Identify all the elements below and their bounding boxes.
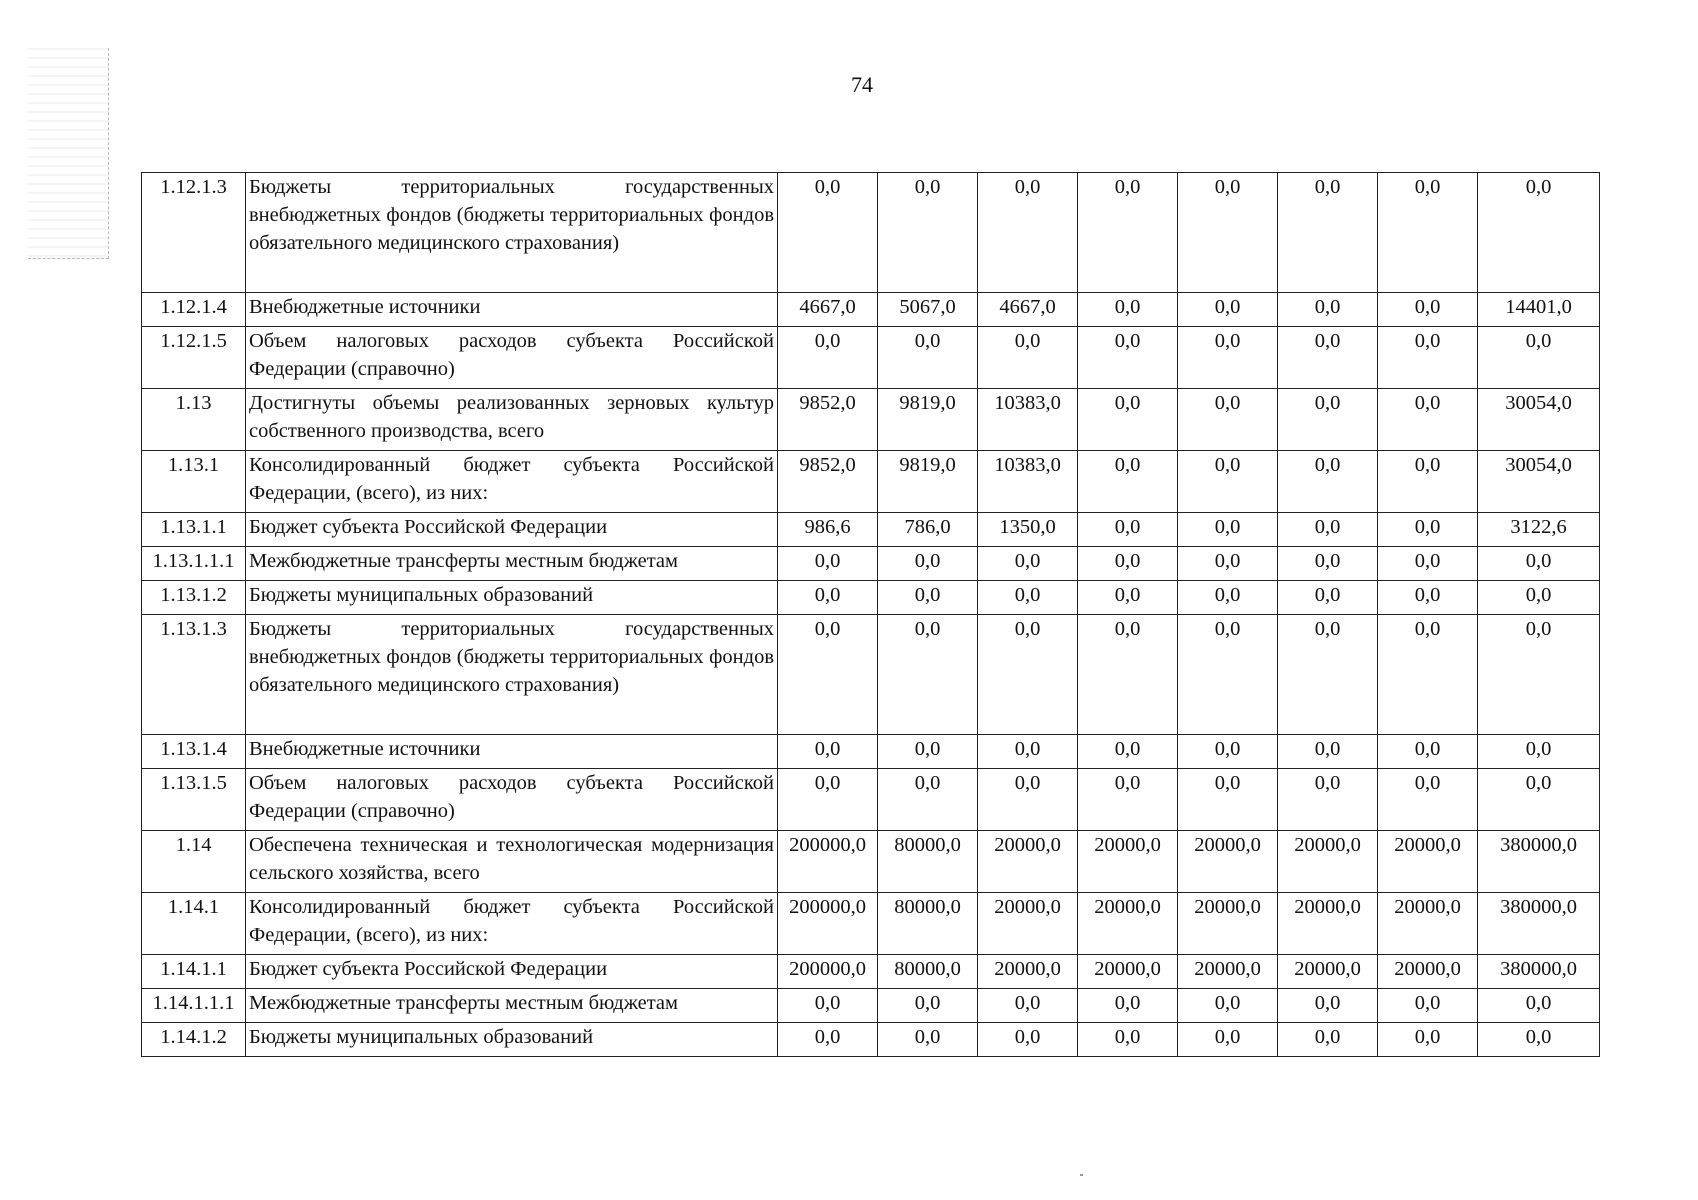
table-row <box>142 389 1600 451</box>
row-total-value: 0,0 <box>1478 735 1600 769</box>
row-total-value: 30054,0 <box>1478 451 1600 513</box>
scan-artifact-dot <box>1080 1174 1083 1176</box>
row-code: 1.14.1.2 <box>142 1023 246 1057</box>
row-description: Бюджеты территориальных государственных внебюджетных фондов (бюджеты территориальных фондов обязательного медицинского страхования) <box>246 615 778 735</box>
row-year-value: 20000,0 <box>978 955 1078 989</box>
row-year-value: 0,0 <box>1178 735 1278 769</box>
row-year-value: 0,0 <box>778 173 878 293</box>
row-year-value: 0,0 <box>1278 581 1378 615</box>
table-row <box>142 831 1600 893</box>
row-year-value: 0,0 <box>1178 293 1278 327</box>
row-code: 1.12.1.4 <box>142 293 246 327</box>
row-year-value: 0,0 <box>1378 735 1478 769</box>
row-year-value: 0,0 <box>978 327 1078 389</box>
row-code: 1.13.1 <box>142 451 246 513</box>
table-row <box>142 547 1600 581</box>
table-row <box>142 173 1600 293</box>
row-code: 1.13.1.1.1 <box>142 547 246 581</box>
row-year-value: 0,0 <box>1278 615 1378 735</box>
row-year-value: 80000,0 <box>878 831 978 893</box>
page-number: 74 <box>851 72 873 97</box>
row-year-value: 0,0 <box>1278 293 1378 327</box>
row-year-value: 0,0 <box>978 989 1078 1023</box>
row-year-value: 0,0 <box>1078 989 1178 1023</box>
row-total-value: 0,0 <box>1478 989 1600 1023</box>
row-total-value: 30054,0 <box>1478 389 1600 451</box>
row-year-value: 20000,0 <box>1378 831 1478 893</box>
row-total-value: 0,0 <box>1478 327 1600 389</box>
row-year-value: 0,0 <box>878 769 978 831</box>
row-total-value: 0,0 <box>1478 615 1600 735</box>
row-year-value: 0,0 <box>1078 327 1178 389</box>
row-year-value: 0,0 <box>778 989 878 1023</box>
row-year-value: 0,0 <box>1278 547 1378 581</box>
row-year-value: 9852,0 <box>778 451 878 513</box>
row-year-value: 20000,0 <box>1278 955 1378 989</box>
table-body <box>142 173 1600 1057</box>
row-description: Обеспечена техническая и технологическая модернизация сельского хозяйства, всего <box>246 831 778 893</box>
row-year-value: 0,0 <box>1378 173 1478 293</box>
row-total-value: 0,0 <box>1478 1023 1600 1057</box>
row-year-value: 80000,0 <box>878 955 978 989</box>
row-year-value: 0,0 <box>1378 581 1478 615</box>
table-row <box>142 989 1600 1023</box>
row-code: 1.13.1.4 <box>142 735 246 769</box>
row-year-value: 20000,0 <box>1178 955 1278 989</box>
row-code: 1.14.1.1.1 <box>142 989 246 1023</box>
row-year-value: 9852,0 <box>778 389 878 451</box>
row-year-value: 0,0 <box>1278 327 1378 389</box>
row-code: 1.13.1.2 <box>142 581 246 615</box>
row-total-value: 14401,0 <box>1478 293 1600 327</box>
row-year-value: 0,0 <box>1078 1023 1178 1057</box>
row-year-value: 20000,0 <box>1378 893 1478 955</box>
row-year-value: 0,0 <box>1178 389 1278 451</box>
row-year-value: 20000,0 <box>1278 831 1378 893</box>
row-year-value: 0,0 <box>878 581 978 615</box>
row-year-value: 0,0 <box>1378 327 1478 389</box>
row-total-value: 380000,0 <box>1478 893 1600 955</box>
row-year-value: 0,0 <box>1278 735 1378 769</box>
row-year-value: 0,0 <box>1078 581 1178 615</box>
row-year-value: 0,0 <box>1178 989 1278 1023</box>
row-year-value: 200000,0 <box>778 893 878 955</box>
row-year-value: 0,0 <box>778 1023 878 1057</box>
row-year-value: 0,0 <box>1078 451 1178 513</box>
row-code: 1.14 <box>142 831 246 893</box>
table-row <box>142 893 1600 955</box>
row-year-value: 20000,0 <box>1378 955 1478 989</box>
row-year-value: 0,0 <box>1378 389 1478 451</box>
table-row <box>142 581 1600 615</box>
row-year-value: 20000,0 <box>1178 893 1278 955</box>
row-description: Достигнуты объемы реализованных зерновых культур собственного производства, всего <box>246 389 778 451</box>
row-year-value: 0,0 <box>1078 769 1178 831</box>
row-code: 1.12.1.3 <box>142 173 246 293</box>
row-year-value: 0,0 <box>878 989 978 1023</box>
row-year-value: 1350,0 <box>978 513 1078 547</box>
row-year-value: 0,0 <box>978 769 1078 831</box>
row-year-value: 10383,0 <box>978 389 1078 451</box>
row-total-value: 380000,0 <box>1478 955 1600 989</box>
row-year-value: 0,0 <box>1078 735 1178 769</box>
row-year-value: 0,0 <box>978 547 1078 581</box>
row-description: Внебюджетные источники <box>246 735 778 769</box>
row-code: 1.13.1.3 <box>142 615 246 735</box>
row-year-value: 0,0 <box>1278 389 1378 451</box>
row-year-value: 0,0 <box>1178 327 1278 389</box>
row-description: Объем налоговых расходов субъекта Российской Федерации (справочно) <box>246 769 778 831</box>
row-year-value: 0,0 <box>1378 769 1478 831</box>
row-year-value: 0,0 <box>1278 451 1378 513</box>
row-description: Бюджет субъекта Российской Федерации <box>246 513 778 547</box>
row-year-value: 0,0 <box>1378 293 1478 327</box>
table-row <box>142 735 1600 769</box>
row-description: Объем налоговых расходов субъекта Российской Федерации (справочно) <box>246 327 778 389</box>
row-year-value: 4667,0 <box>778 293 878 327</box>
row-year-value: 4667,0 <box>978 293 1078 327</box>
row-year-value: 0,0 <box>1178 547 1278 581</box>
row-description: Консолидированный бюджет субъекта Российской Федерации, (всего), из них: <box>246 893 778 955</box>
row-year-value: 20000,0 <box>1078 893 1178 955</box>
row-year-value: 20000,0 <box>1178 831 1278 893</box>
row-year-value: 200000,0 <box>778 955 878 989</box>
row-code: 1.13.1.5 <box>142 769 246 831</box>
row-year-value: 0,0 <box>778 581 878 615</box>
table-row <box>142 327 1600 389</box>
row-year-value: 0,0 <box>978 1023 1078 1057</box>
row-description: Межбюджетные трансферты местным бюджетам <box>246 547 778 581</box>
row-year-value: 200000,0 <box>778 831 878 893</box>
row-description: Внебюджетные источники <box>246 293 778 327</box>
row-year-value: 0,0 <box>778 615 878 735</box>
row-year-value: 0,0 <box>1078 547 1178 581</box>
row-year-value: 0,0 <box>1378 989 1478 1023</box>
row-total-value: 3122,6 <box>1478 513 1600 547</box>
row-year-value: 0,0 <box>878 615 978 735</box>
row-year-value: 0,0 <box>1178 173 1278 293</box>
row-year-value: 0,0 <box>1378 513 1478 547</box>
table-row <box>142 615 1600 735</box>
row-year-value: 0,0 <box>878 173 978 293</box>
row-year-value: 20000,0 <box>1078 955 1178 989</box>
table-row <box>142 451 1600 513</box>
row-year-value: 0,0 <box>1078 615 1178 735</box>
row-description: Бюджеты муниципальных образований <box>246 581 778 615</box>
row-year-value: 9819,0 <box>878 389 978 451</box>
row-year-value: 0,0 <box>978 581 1078 615</box>
row-code: 1.14.1 <box>142 893 246 955</box>
row-year-value: 0,0 <box>778 327 878 389</box>
row-year-value: 0,0 <box>978 615 1078 735</box>
row-year-value: 0,0 <box>1178 581 1278 615</box>
row-year-value: 0,0 <box>978 173 1078 293</box>
row-year-value: 0,0 <box>878 547 978 581</box>
row-year-value: 20000,0 <box>1278 893 1378 955</box>
row-year-value: 0,0 <box>1178 1023 1278 1057</box>
row-year-value: 20000,0 <box>978 831 1078 893</box>
row-year-value: 0,0 <box>778 547 878 581</box>
row-description: Бюджеты территориальных государственных внебюджетных фондов (бюджеты территориальных фондов обязательного медицинского страхования) <box>246 173 778 293</box>
row-year-value: 0,0 <box>1078 173 1178 293</box>
row-description: Консолидированный бюджет субъекта Российской Федерации, (всего), из них: <box>246 451 778 513</box>
row-year-value: 20000,0 <box>1078 831 1178 893</box>
row-description: Бюджет субъекта Российской Федерации <box>246 955 778 989</box>
row-year-value: 0,0 <box>878 1023 978 1057</box>
row-year-value: 0,0 <box>1278 173 1378 293</box>
row-year-value: 786,0 <box>878 513 978 547</box>
row-description: Бюджеты муниципальных образований <box>246 1023 778 1057</box>
row-year-value: 0,0 <box>1078 389 1178 451</box>
table-row <box>142 769 1600 831</box>
row-year-value: 0,0 <box>978 735 1078 769</box>
row-year-value: 986,6 <box>778 513 878 547</box>
row-year-value: 0,0 <box>1378 1023 1478 1057</box>
row-year-value: 0,0 <box>878 735 978 769</box>
row-total-value: 0,0 <box>1478 581 1600 615</box>
row-year-value: 0,0 <box>778 735 878 769</box>
row-year-value: 0,0 <box>1278 769 1378 831</box>
row-description: Межбюджетные трансферты местным бюджетам <box>246 989 778 1023</box>
row-total-value: 380000,0 <box>1478 831 1600 893</box>
table-row <box>142 955 1600 989</box>
row-year-value: 0,0 <box>1278 513 1378 547</box>
row-year-value: 0,0 <box>1078 293 1178 327</box>
row-code: 1.12.1.5 <box>142 327 246 389</box>
row-year-value: 0,0 <box>1378 615 1478 735</box>
row-code: 1.13.1.1 <box>142 513 246 547</box>
table-row <box>142 1023 1600 1057</box>
row-year-value: 0,0 <box>1178 451 1278 513</box>
row-year-value: 0,0 <box>778 769 878 831</box>
row-year-value: 0,0 <box>1178 513 1278 547</box>
table-row <box>142 293 1600 327</box>
budget-table <box>141 172 1600 1057</box>
row-year-value: 9819,0 <box>878 451 978 513</box>
row-total-value: 0,0 <box>1478 547 1600 581</box>
row-year-value: 80000,0 <box>878 893 978 955</box>
row-year-value: 5067,0 <box>878 293 978 327</box>
row-year-value: 20000,0 <box>978 893 1078 955</box>
row-total-value: 0,0 <box>1478 769 1600 831</box>
row-year-value: 0,0 <box>1378 451 1478 513</box>
row-year-value: 0,0 <box>1378 547 1478 581</box>
row-code: 1.14.1.1 <box>142 955 246 989</box>
row-total-value: 0,0 <box>1478 173 1600 293</box>
row-code: 1.13 <box>142 389 246 451</box>
row-year-value: 0,0 <box>878 327 978 389</box>
row-year-value: 0,0 <box>1178 769 1278 831</box>
row-year-value: 0,0 <box>1078 513 1178 547</box>
row-year-value: 10383,0 <box>978 451 1078 513</box>
row-year-value: 0,0 <box>1178 615 1278 735</box>
table-row <box>142 513 1600 547</box>
row-year-value: 0,0 <box>1278 1023 1378 1057</box>
row-year-value: 0,0 <box>1278 989 1378 1023</box>
